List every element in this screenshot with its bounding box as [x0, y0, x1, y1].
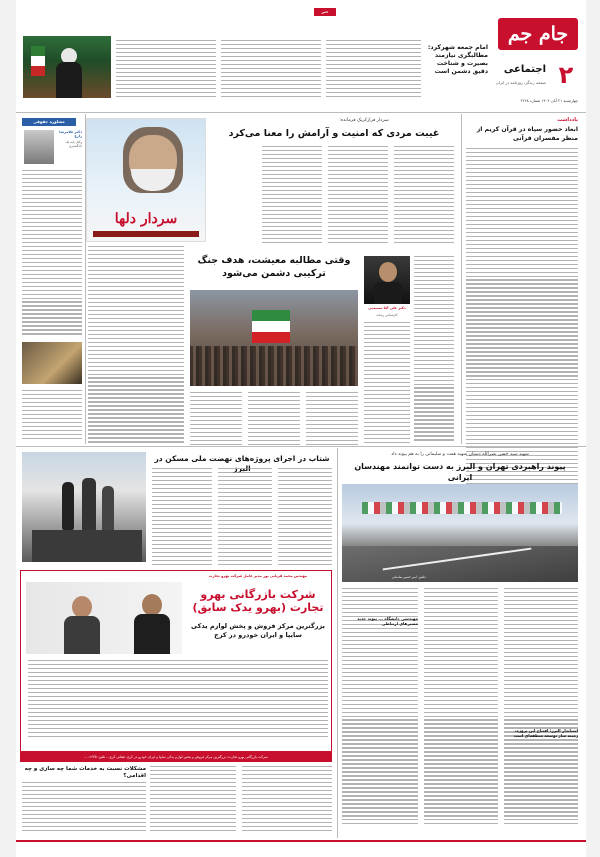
masthead-tagline: صفحه زندگی روزنامه در ایران: [495, 80, 546, 85]
rights-tag: مشاوره حقوقی: [22, 118, 76, 126]
hazard-body-2: [150, 766, 236, 836]
soleimani-body-3: [262, 146, 322, 248]
soleimani-kicker: سردار فرازکریک فرمانده:: [339, 118, 389, 123]
top-column-3: [116, 40, 216, 100]
date-line: چهارشنبه ۲۱ آبان ۱۴۰۴ شماره ۲۲۶۸: [520, 98, 578, 103]
rally-body-right-1: [414, 256, 454, 446]
bottom-red-rule: [16, 840, 586, 842]
highway-title: پیوند راهبردی تهران و البرز به دست توانمند مهندسان ایرانی: [354, 462, 566, 482]
ad-body: [28, 660, 328, 740]
highway-body-1: [504, 588, 578, 828]
rights-author: دکتر غلامرضا زارع: [59, 130, 82, 138]
justice-scale-image: [22, 342, 82, 384]
rally-body-right-2: [364, 322, 410, 446]
section-name: اجتماعی: [503, 64, 546, 75]
ad-name: شرکت بازرگانی بهرو تجارت (بهرو یدک سابق): [192, 588, 324, 614]
interview-photo: [364, 256, 410, 304]
rally-body-2: [248, 392, 300, 446]
hazard-body-3: [22, 782, 146, 836]
housing-photo: [22, 452, 146, 562]
housing-body-1: [278, 468, 332, 568]
top-story-title: امام جمعه شهرکرد: مطالبگری نیازمند بصیرت و شناخت دقیق دشمن است: [427, 44, 488, 75]
rally-photo: [190, 290, 358, 386]
ad-footer: شرکت بازرگانی بهرو تجارت: بزرگترین مرکز فروش و پخش لوازم یدکی سایپا و ایران خودرو در کرج، نشانی کرج... تلفن: ۰۲۶۳۵...: [20, 752, 332, 762]
housing-body-3: [152, 468, 212, 568]
poster-text: سردار دلها: [114, 211, 178, 227]
highway-body-2: [424, 588, 498, 828]
ad-sub: بزرگترین مرکز فروش و پخش لوازم یدکی سایپا و ایران خودرو در کرج: [191, 622, 325, 639]
rally-body-1: [306, 392, 358, 446]
highway-kicker: شهید سید حسن نصرالله دستان شهید همت و سلیمانی را به هم پیوند داد: [391, 452, 529, 457]
masthead-logo: جام جم: [507, 23, 569, 45]
rally-body-3: [190, 392, 242, 446]
top-story-body: [326, 40, 421, 100]
page-number: ۲: [558, 61, 574, 89]
soleimani-body-1: [394, 146, 454, 248]
bottom-item-right: استاندار البرز: افتتاح این پروژه، زمینه ساز توسعه منطقه‌ای است: [513, 728, 578, 738]
rights-body-2: [22, 390, 82, 444]
hazard-title: مشکلات نسبت به خدمات شما چه سازی و چه اقدامی؟: [24, 766, 146, 779]
masthead-logo-box: [498, 18, 578, 50]
soleimani-bottom-body: [88, 246, 184, 446]
soleimani-body-2: [328, 146, 388, 248]
top-bar-label: خبر: [314, 8, 336, 16]
newspaper-page: [16, 0, 586, 857]
left-column-title: ابعاد حضور سپاه در قرآن کریم از منظر مفسران قرآنی: [476, 126, 578, 142]
highway-caption: عکس: امیر حسین ساسانی: [391, 575, 426, 579]
soleimani-poster: [86, 118, 206, 242]
left-column-tag: یادداشت: [466, 116, 578, 124]
cleric-photo: [23, 36, 111, 98]
housing-body-2: [218, 468, 272, 568]
bottom-item-left: مهندسی دانشگاه ... پیوند جدید مسیرهای ارتباطی: [357, 616, 418, 626]
soleimani-title: غیبت مردی که امنیت و آرامش را معنا می‌کرد: [228, 128, 440, 139]
top-column-2: [221, 40, 321, 100]
interview-author: دکتر علی آقا سمیه‌یی: [368, 306, 406, 310]
housing-title: شتاب در اجرای پروژه‌های نهضت ملی مسکن در: [154, 454, 330, 463]
ad-photo: [26, 582, 182, 654]
rights-body: [22, 170, 82, 338]
rights-author-photo: [24, 130, 54, 164]
ad-top: مهندس محمد قربانی پور مدیر عامل شرکت بهرو تجارت: [208, 574, 308, 578]
hazard-body-1: [242, 766, 332, 836]
interview-role: کارشناس رسانه: [376, 313, 398, 317]
highway-photo: [342, 484, 578, 582]
rally-title: وقتی مطالبه معیشت، هدف جنگ ترکیبی دشمن می‌شود: [197, 255, 351, 279]
rights-author-role: وکیل پایه یک دادگستری: [65, 140, 82, 148]
